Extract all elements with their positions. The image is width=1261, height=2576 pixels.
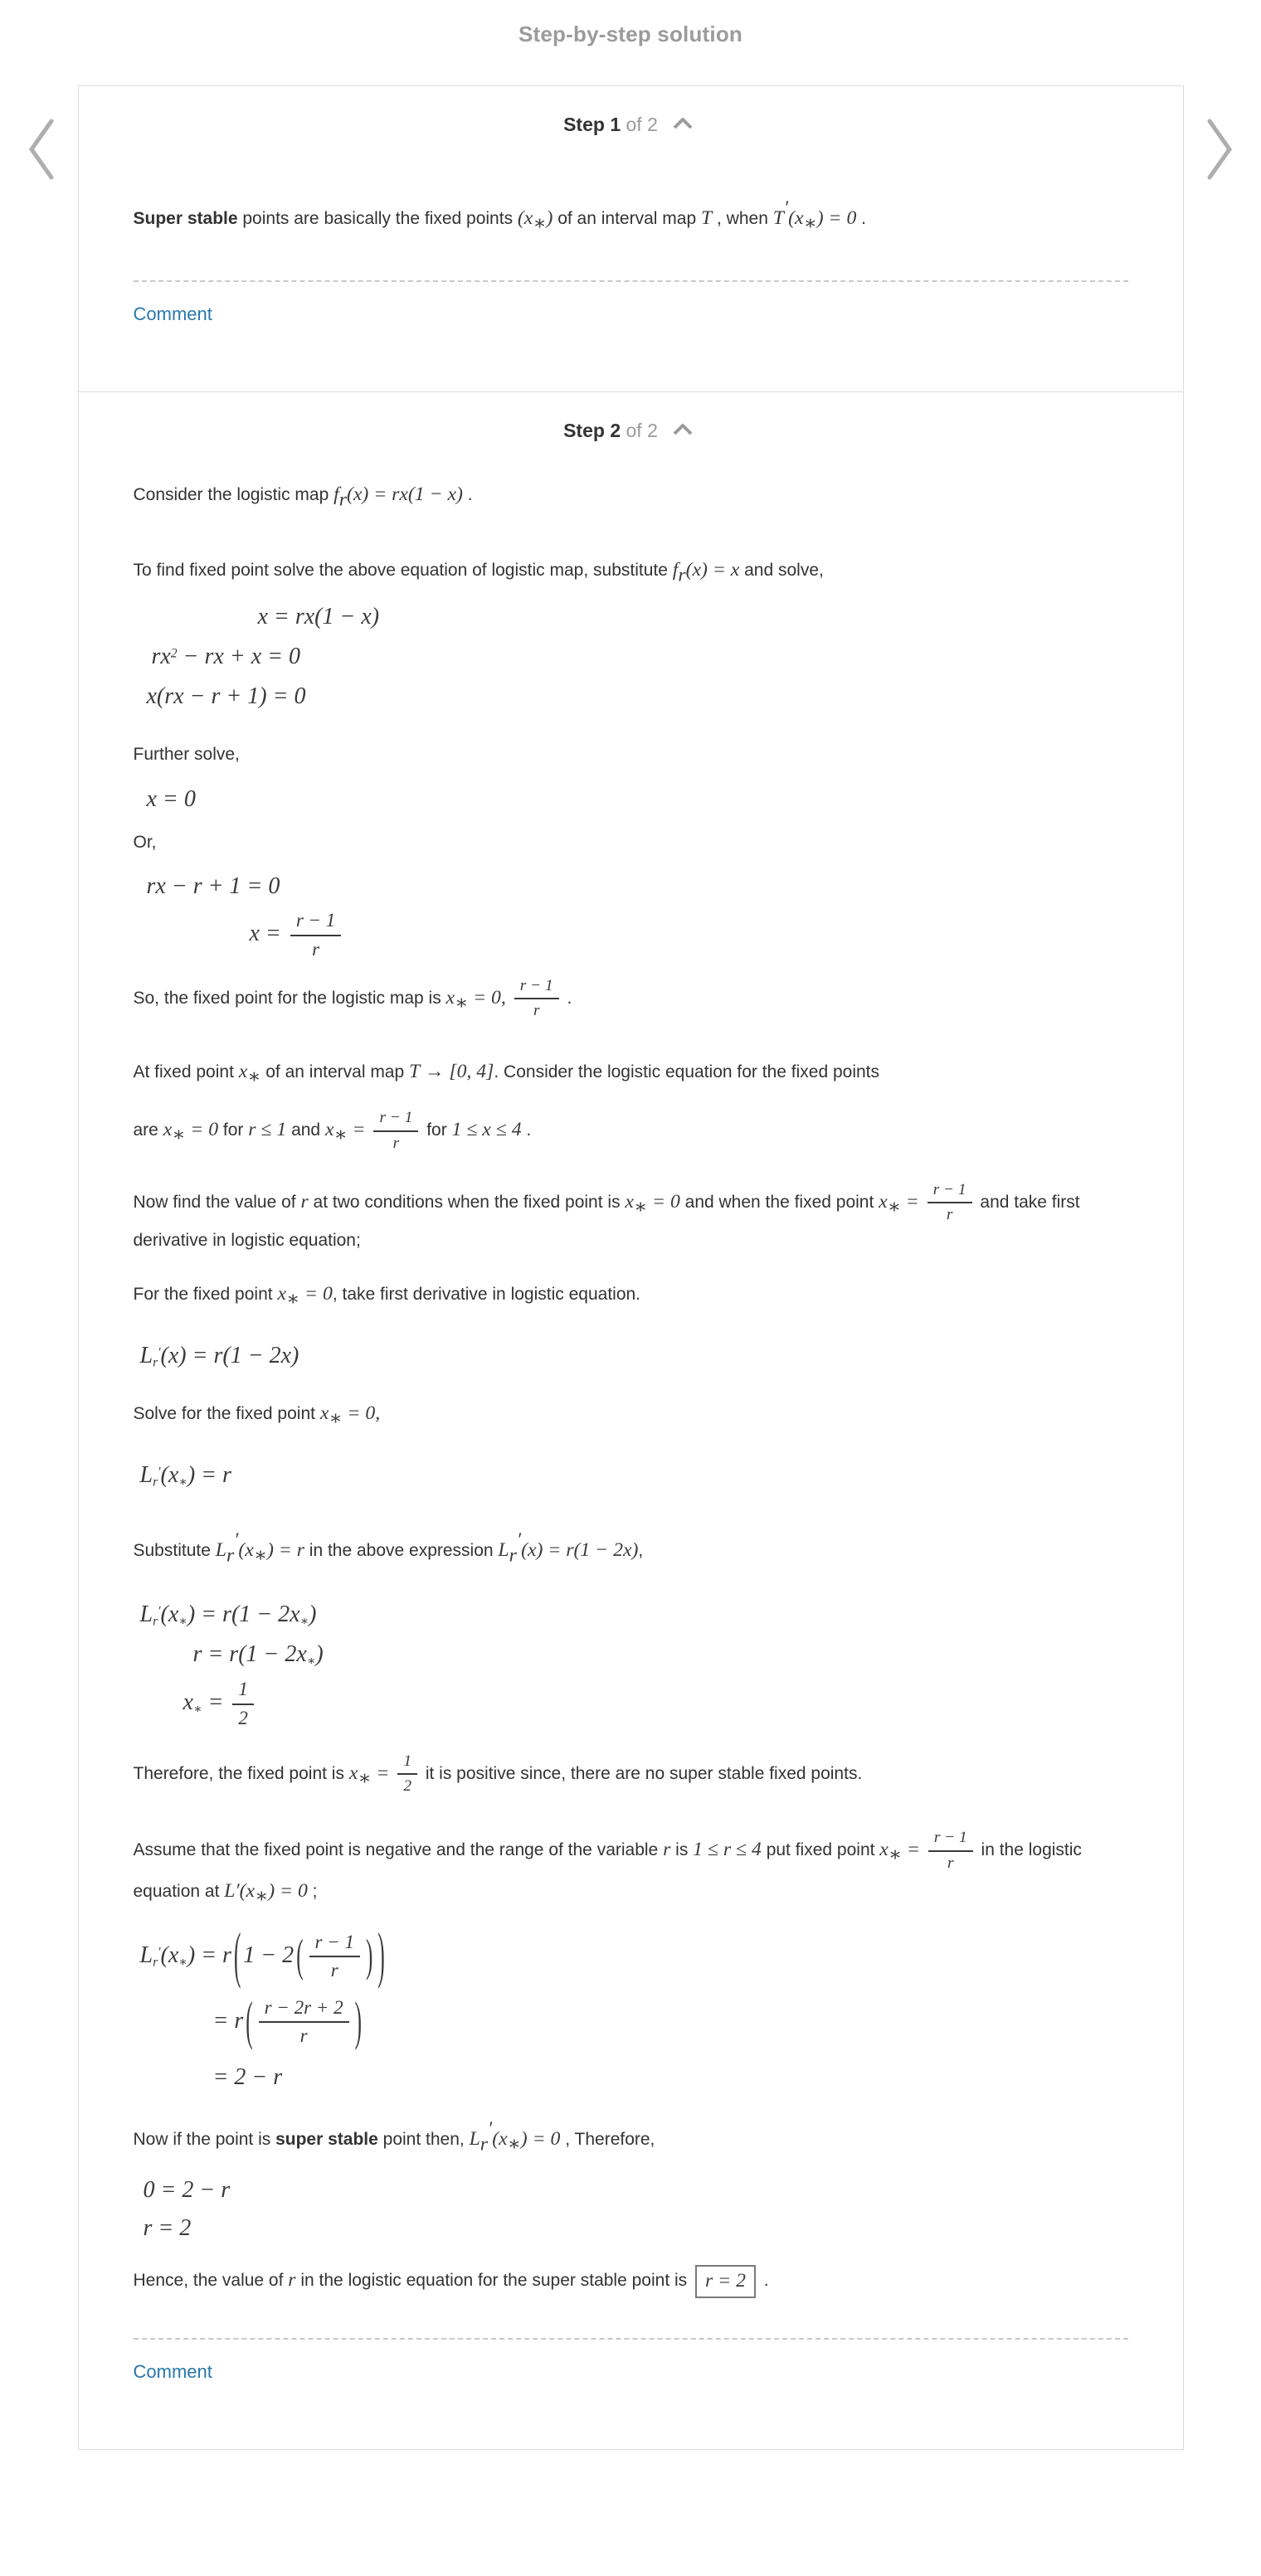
math-subscript: ∗	[633, 1196, 648, 1218]
fraction-denominator: r	[392, 1134, 400, 1152]
equation	[144, 2177, 1128, 2204]
math-text: r = 2	[143, 2215, 192, 2242]
paragraph	[134, 2112, 1128, 2161]
math-text: = r	[212, 2007, 244, 2034]
text-run: .	[462, 484, 473, 504]
step-2-header	[134, 414, 1128, 443]
chevron-up-icon	[671, 116, 694, 134]
math-text: (x	[160, 1942, 179, 1968]
text-run: in the logistic equation for the super stable point is	[295, 2271, 692, 2291]
math-text: = 0,	[342, 1402, 381, 1425]
math-text: r	[288, 2269, 296, 2292]
math-subscript: ∗	[299, 1614, 309, 1629]
text-run: are	[133, 1120, 163, 1140]
text-run: for	[421, 1120, 452, 1140]
text-run: of an interval map	[260, 1062, 409, 1082]
math-text: r = r(1 − 2x	[192, 1640, 307, 1667]
fraction	[309, 1932, 360, 1982]
math-subscript: r	[480, 2133, 488, 2155]
math-subscript: r	[153, 1955, 158, 1970]
text-run: Assume that the fixed point is negative and the range of the variable	[133, 1840, 664, 1860]
math-text: x	[238, 1061, 248, 1083]
previous-step-button[interactable]	[22, 114, 61, 184]
paragraph	[134, 975, 1128, 1022]
equation	[147, 786, 1128, 813]
math-text: (x) = r(1 − 2x)	[521, 1538, 639, 1561]
paragraph	[134, 478, 1128, 517]
math-text: x = rx(1 − x)	[257, 603, 380, 629]
equation	[152, 644, 1128, 670]
fraction-numerator: r − 1	[927, 1181, 972, 1203]
math-text: x = 0	[146, 785, 196, 812]
text-run: and solve,	[739, 560, 824, 580]
math-text: =	[900, 1190, 924, 1213]
math-text: (x) = x	[685, 558, 740, 581]
bold-text-run: super stable	[275, 2129, 378, 2149]
fraction-numerator: 1	[232, 1679, 254, 1704]
math-text: r	[663, 1839, 671, 1861]
math-text: )	[546, 207, 553, 229]
math-text: ) = r(1 − 2x	[187, 1601, 300, 1628]
math-superscript: ′	[234, 1529, 239, 1551]
fraction-numerator: r − 2r + 2	[259, 1997, 349, 2023]
text-run: Therefore, the fixed point is	[133, 1763, 349, 1783]
fraction	[259, 1997, 349, 2048]
equation	[140, 1462, 1128, 1490]
math-text: f	[672, 558, 679, 581]
math-text: ) = 0	[816, 207, 857, 229]
paragraph	[134, 740, 1128, 770]
comment-link[interactable]: Comment	[133, 2360, 212, 2382]
equation	[258, 604, 1128, 630]
text-run: Substitute	[133, 1540, 216, 1560]
paragraph	[134, 553, 1128, 592]
math-text: f	[334, 483, 339, 505]
step-1-header	[134, 108, 1128, 137]
math-text: rx − r + 1 = 0	[146, 873, 280, 900]
paragraph	[134, 192, 1128, 241]
fraction	[927, 1181, 972, 1224]
math-text: =	[371, 1762, 395, 1784]
math-subscript: ∗	[306, 1654, 316, 1669]
math-text: (x	[160, 1601, 179, 1628]
math-subscript: ∗	[172, 1124, 186, 1146]
equation	[193, 1641, 1128, 1669]
text-run: ;	[307, 1881, 318, 1901]
math-text: − rx + x = 0	[177, 643, 301, 669]
math-text: x	[348, 1762, 358, 1784]
next-step-button[interactable]	[1200, 114, 1239, 184]
equation	[147, 683, 1128, 710]
math-superscript: ′	[158, 1604, 161, 1619]
math-subscript: ∗	[358, 1767, 372, 1790]
math-text: T → [0, 4]	[409, 1061, 494, 1083]
page-title: Step-by-step solution	[519, 22, 742, 46]
math-text: x	[324, 1119, 334, 1141]
text-run: Now find the value of	[133, 1192, 301, 1212]
parenthesis: (	[233, 1922, 241, 1990]
equation	[212, 1992, 1128, 2052]
comment-link[interactable]: Comment	[133, 303, 212, 324]
text-run: put fixed point	[761, 1840, 880, 1860]
math-subscript: ∗	[247, 1067, 261, 1089]
text-run: it is positive since, there are no super stable fixed points.	[421, 1763, 863, 1783]
text-run: . Consider the logistic equation for the fixed points	[494, 1062, 879, 1082]
bold-text-run: Super stable	[133, 208, 238, 228]
parenthesis: )	[354, 1992, 362, 2052]
math-text: =	[347, 1119, 371, 1141]
paragraph	[134, 1751, 1128, 1797]
math-superscript: ′	[158, 1345, 161, 1360]
text-run: point then,	[377, 2129, 470, 2149]
text-run: .	[521, 1120, 532, 1140]
math-text: T	[700, 207, 713, 229]
math-text: L	[215, 1538, 226, 1561]
math-subscript: r	[153, 1475, 158, 1490]
text-run: .	[562, 988, 572, 1008]
step-1-section	[79, 86, 1183, 391]
fraction-numerator: r − 1	[928, 1829, 973, 1851]
math-superscript: ′	[158, 1945, 161, 1960]
math-text: ) = 0	[520, 2127, 561, 2150]
text-run: Consider the logistic map	[133, 484, 334, 504]
equation	[139, 1922, 1128, 1990]
text-run: , Therefore,	[560, 2129, 655, 2149]
text-run: At fixed point	[133, 1062, 239, 1082]
equation	[213, 2064, 1128, 2091]
paragraph	[134, 828, 1128, 858]
math-subscript: ∗	[255, 1885, 269, 1908]
text-run: of an interval map	[553, 208, 701, 228]
text-run: Further solve,	[133, 744, 240, 764]
math-subscript: ∗	[803, 212, 817, 235]
math-subscript: ∗	[192, 1702, 202, 1717]
chevron-up-icon	[671, 422, 694, 440]
text-run: in the logistic equation at	[133, 1840, 1082, 1901]
step-2-content	[134, 443, 1128, 2298]
math-text: 1 − 2	[243, 1942, 295, 1968]
math-text: ) = 0	[268, 1879, 308, 1902]
math-text: x(rx − r + 1) = 0	[146, 683, 306, 709]
text-run: and	[286, 1120, 325, 1140]
text-run: and take first derivative in logistic equation;	[133, 1192, 1080, 1251]
math-superscript: ′	[488, 2117, 493, 2140]
math-text: x	[319, 1402, 329, 1425]
math-text: T	[772, 207, 784, 229]
text-run: in the above expression	[304, 1540, 499, 1560]
fraction	[232, 1679, 254, 1729]
math-text: ) = r	[187, 1462, 231, 1489]
text-run: , when	[712, 208, 773, 228]
math-text: (x) = rx(1 − x)	[346, 483, 463, 505]
text-run: Or,	[133, 832, 157, 852]
text-run: .	[856, 208, 866, 228]
step-1-label: Step 1 of 2	[563, 114, 658, 135]
fraction	[397, 1752, 417, 1796]
math-text: L	[139, 1462, 153, 1489]
math-subscript: ∗	[178, 1614, 187, 1629]
fraction	[373, 1109, 418, 1152]
math-subscript: ∗	[334, 1124, 348, 1146]
chevron-right-icon	[1200, 114, 1239, 184]
math-text: )	[309, 1601, 317, 1628]
math-subscript: ∗	[329, 1407, 343, 1430]
fraction-denominator: r	[533, 1002, 540, 1020]
math-text: (x) = r(1 − 2x)	[160, 1342, 299, 1368]
math-text: x	[183, 1689, 193, 1716]
text-run: For the fixed point	[133, 1284, 278, 1304]
math-subscript: r	[153, 1614, 158, 1629]
step-1-content	[134, 137, 1128, 241]
equation	[250, 908, 1128, 962]
paragraph	[134, 1827, 1128, 1913]
step-2-label: Step 2 of 2	[563, 419, 658, 441]
math-superscript: 2	[170, 646, 178, 661]
equation	[140, 1343, 1128, 1370]
equation	[147, 873, 1128, 900]
math-text: = 2 − r	[212, 2063, 283, 2090]
math-subscript: ∗	[253, 1544, 267, 1567]
math-subscript: ∗	[507, 2133, 521, 2155]
collapse-step-1-button[interactable]	[668, 113, 698, 137]
fraction-denominator: r	[312, 938, 320, 960]
text-run: ,	[638, 1540, 644, 1560]
text-run: Now if the point is	[133, 2129, 276, 2149]
fraction-denominator: r	[947, 1854, 954, 1872]
paragraph	[134, 1397, 1128, 1436]
fraction	[290, 910, 341, 960]
text-run: Hence, the value of	[133, 2271, 289, 2291]
equation	[183, 1677, 1128, 1731]
math-text: ) = r	[187, 1942, 231, 1968]
math-subscript: r	[509, 1544, 517, 1567]
text-run: at two conditions when the fixed point is	[308, 1192, 626, 1212]
fraction-numerator: r − 1	[373, 1109, 418, 1131]
comment-divider	[134, 280, 1128, 282]
math-subscript: ∗	[178, 1955, 187, 1970]
parenthesis: (	[246, 1992, 253, 2052]
fraction-denominator: 2	[238, 1707, 248, 1728]
text-run: .	[758, 2271, 769, 2291]
math-text: (x	[238, 1538, 254, 1561]
math-text: 0 = 2 − r	[143, 2177, 231, 2204]
fraction-denominator: r	[946, 1206, 953, 1224]
math-text: (x	[160, 1462, 179, 1489]
text-run: Solve for the fixed point	[133, 1404, 320, 1424]
math-text: 1 ≤ x ≤ 4	[451, 1119, 522, 1141]
math-text: rx	[151, 643, 171, 669]
math-text: =	[901, 1839, 925, 1861]
equation	[144, 2215, 1128, 2242]
fraction	[514, 977, 559, 1020]
math-subscript: ∗	[533, 212, 547, 235]
math-subscript: r	[226, 1544, 235, 1567]
math-text: )	[315, 1640, 324, 1667]
paragraph	[134, 1179, 1128, 1256]
math-text: (x	[492, 2127, 508, 2150]
math-text: (x	[517, 207, 533, 229]
math-superscript: ′	[516, 1529, 522, 1551]
math-text: x	[163, 1119, 173, 1141]
comment-divider	[134, 2338, 1128, 2340]
equation	[140, 1601, 1128, 1629]
paragraph	[134, 1277, 1128, 1316]
parenthesis: )	[366, 1932, 373, 1981]
math-text: = 0	[185, 1119, 219, 1141]
boxed-answer: r = 2	[695, 2265, 756, 2298]
math-text: = 0	[647, 1190, 680, 1213]
fraction-denominator: r	[299, 2025, 308, 2047]
text-run: is	[670, 1840, 694, 1860]
fraction-numerator: r − 1	[514, 977, 559, 999]
paragraph	[134, 1055, 1128, 1094]
math-subscript: r	[338, 488, 347, 511]
step-2-section	[79, 391, 1183, 2449]
fraction-denominator: 2	[403, 1777, 411, 1796]
math-text: =	[202, 1689, 230, 1716]
math-text: L	[139, 1342, 153, 1368]
paragraph	[134, 1524, 1128, 1572]
text-run: for	[218, 1120, 249, 1140]
math-text: ) = r	[266, 1538, 304, 1561]
math-subscript: ∗	[887, 1196, 901, 1218]
solution-card	[78, 85, 1184, 2450]
math-text: L	[469, 2127, 480, 2150]
math-text: L′(x	[224, 1879, 256, 1902]
fraction	[928, 1829, 973, 1872]
math-text: = 0	[299, 1282, 333, 1305]
chevron-left-icon	[22, 114, 61, 184]
text-run: points are basically the fixed points	[237, 208, 518, 228]
math-text: L	[498, 1538, 509, 1561]
math-text: x =	[249, 921, 287, 947]
collapse-step-2-button[interactable]	[668, 419, 698, 443]
math-subscript: ∗	[888, 1844, 902, 1866]
math-text: L	[139, 1942, 153, 1968]
math-subscript: r	[153, 1355, 158, 1370]
math-text: r	[300, 1190, 309, 1213]
fraction-numerator: r − 1	[309, 1932, 360, 1957]
text-run: and when the fixed point	[679, 1192, 879, 1212]
math-subscript: r	[678, 564, 686, 586]
fraction-numerator: r − 1	[290, 910, 341, 936]
math-text: x	[879, 1839, 889, 1861]
math-text: 1 ≤ r ≤ 4	[693, 1839, 762, 1861]
math-text: r ≤ 1	[248, 1119, 287, 1141]
math-subscript: ∗	[178, 1475, 187, 1490]
math-text: x	[445, 986, 455, 1009]
parenthesis: (	[296, 1932, 304, 1981]
text-run: So, the fixed point for the logistic map is	[133, 988, 446, 1008]
math-subscript: ∗	[285, 1288, 300, 1310]
math-text: = 0,	[468, 986, 511, 1009]
math-text: (x	[788, 207, 804, 229]
math-subscript: ∗	[455, 992, 469, 1014]
math-text: x	[879, 1190, 888, 1213]
text-run: To find fixed point solve the above equation of logistic map, substitute	[133, 560, 673, 580]
math-text: L	[139, 1601, 153, 1628]
math-superscript: ′	[158, 1465, 161, 1480]
math-superscript: ′	[783, 197, 789, 219]
fraction-numerator: 1	[397, 1752, 417, 1775]
paragraph	[134, 1107, 1128, 1154]
text-run: , take first derivative in logistic equation.	[332, 1284, 641, 1304]
parenthesis: )	[377, 1922, 385, 1990]
math-text: x	[625, 1190, 634, 1213]
fraction-denominator: r	[330, 1960, 338, 1981]
math-text: x	[277, 1282, 286, 1305]
paragraph	[134, 2263, 1128, 2297]
